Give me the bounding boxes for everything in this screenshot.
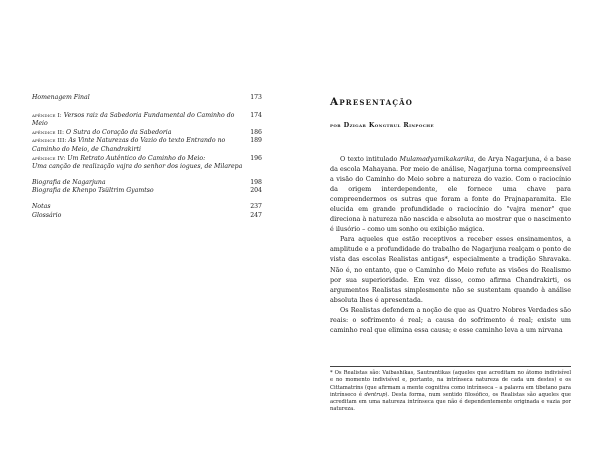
table-of-contents [32, 94, 262, 220]
toc-title: Um Retrato Autêntico do Caminho do Meio: [67, 154, 206, 162]
toc-title-continuation: Uma canção de realização vajra do senhor dos iogues, de Milarepa [32, 163, 243, 171]
chapter-title: Apresentação [330, 96, 414, 108]
toc-label: apêndice I: [32, 112, 62, 119]
toc-label: apêndice IV: [32, 155, 66, 162]
toc-title: O Sutra do Coração da Sabedoria [66, 128, 172, 136]
toc-entry-notas[interactable] [32, 203, 262, 212]
toc-entry-apendice-2[interactable] [32, 129, 262, 138]
footnote-divider [330, 366, 571, 367]
toc-entry-apendice-4[interactable] [32, 155, 262, 164]
toc-entry-apendice-3[interactable] [32, 137, 262, 146]
right-page [300, 0, 600, 450]
toc-entry-glossario[interactable] [32, 212, 262, 221]
toc-title: Glossário [32, 211, 62, 219]
toc-title: Biografia de Khenpo Tsültrim Gyamtso [32, 187, 154, 195]
footnote: * Os Realistas são: Vaibashikas, Sautrantikas (aqueles que acreditam no átomo indivisível e no momento indivisível e, portanto, na intrínseca natureza de cada um destes) e os Cittamatrins (que afirmam a mente cognitiva como intrínseca – a palavra em tibetano para intrínseco é dentrup). Desta forma, num sentido filosófico, os Realistas são aqueles que acreditam em uma natureza intrínseca que não é dependentemente originada e vazia por natureza. [330, 370, 571, 413]
paragraph: Para aqueles que estão receptivos a receber esses ensinamentos, a amplitude e a profundidade do trabalho de Nagarjuna realçam o ponto de vista das escolas Realistas antigas*, especialmente a tradição Shravaka. Não é, no entanto, que o Caminho do Meio refute as visões do Realismo por sua superioridade. Em vez disso, como afirma Chandrakirti, os argumentos Realistas simplesmente não se sustentam quando à análise absoluta lhes é apresentada. [330, 235, 571, 304]
paragraph: O texto intitulado Mulamadyamikakarika, de Arya Nagarjuna, é a base da escola Mahayana. Por meio de análise, Nagarjuna torna compreensível a visão do Caminho do Meio sobre a natureza do vazio. Com o raciocínio da origem interdependente, ele fornece uma chave para compreendermos os sutras que foram a fonte do Prajnaparamita. Ele elucida em grande profundidade o raciocínio do "vajra menor" que direciona à natureza não nascida e absoluta ao mostrar que o nascimento é ilusório – como um sonho ou exibição mágica. [330, 155, 571, 234]
body-text [330, 154, 571, 335]
toc-title: Notas [32, 202, 51, 210]
toc-title: Versos raiz da Sabedoria Fundamental do Caminho do Meio [32, 111, 235, 128]
toc-page: 237 [250, 202, 262, 210]
toc-page: 204 [250, 187, 262, 195]
chapter-author: por Dzigar Kongtrul Rinpoche [330, 121, 434, 129]
toc-page: 173 [250, 94, 262, 101]
paragraph: Os Realistas defendem a noção de que as Quatro Nobres Verdades são reais: o sofrimento é real; a causa do sofrimento é real; existe um caminho real que elimina essa causa; e esse caminho leva a um nirvana [330, 305, 571, 334]
toc-page: 247 [250, 211, 262, 219]
toc-entry-homenagem[interactable] [32, 94, 262, 103]
toc-page: 198 [250, 178, 262, 186]
toc-label: apêndice III: [32, 138, 67, 145]
toc-entry-biografia-nagarjuna[interactable] [32, 179, 262, 188]
toc-label: apêndice II: [32, 129, 65, 136]
toc-entry-biografia-khenpo[interactable] [32, 187, 262, 196]
toc-title: As Vinte Naturezas do Vazio do texto Entrando no [68, 137, 226, 145]
toc-title: Biografia de Nagarjuna [32, 178, 106, 186]
toc-page: 196 [250, 154, 262, 162]
toc-entry-apendice-1[interactable] [32, 112, 262, 129]
toc-title-continuation: Caminho do Meio, de Chandrakirti [32, 145, 141, 153]
toc-page: 189 [250, 137, 262, 145]
toc-page: 186 [250, 128, 262, 136]
toc-page: 174 [250, 111, 262, 119]
toc-title: Homenagem Final [32, 94, 90, 101]
